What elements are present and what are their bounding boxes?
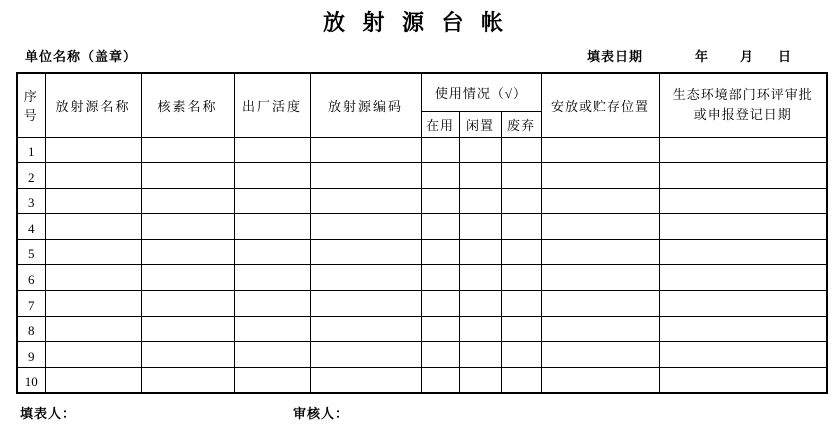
factory-activity-cell[interactable]	[234, 163, 310, 189]
usage-discarded-cell[interactable]	[501, 367, 541, 393]
usage-idle-cell[interactable]	[459, 239, 501, 265]
factory-activity-cell[interactable]	[234, 291, 310, 317]
source-name-cell[interactable]	[45, 137, 141, 163]
row-number-cell: 3	[17, 188, 45, 214]
row-number-cell: 4	[17, 214, 45, 240]
table-row	[17, 239, 827, 265]
factory-activity-cell[interactable]	[234, 342, 310, 368]
factory-activity-cell[interactable]	[234, 316, 310, 342]
row-number-cell: 5	[17, 239, 45, 265]
form-filler-label: 填表人：	[20, 406, 77, 421]
source-name-cell[interactable]	[45, 291, 141, 317]
usage-in-use-cell[interactable]	[421, 367, 459, 393]
source-name-cell[interactable]	[45, 367, 141, 393]
source-code-cell[interactable]	[310, 291, 421, 317]
usage-idle-cell[interactable]	[459, 188, 501, 214]
factory-activity-cell[interactable]	[234, 367, 310, 393]
usage-discarded-cell[interactable]	[501, 265, 541, 291]
table-row	[17, 163, 827, 189]
source-code-cell[interactable]	[310, 188, 421, 214]
approval-date-cell[interactable]	[659, 214, 827, 240]
source-code-cell[interactable]	[310, 342, 421, 368]
row-number-cell: 7	[17, 291, 45, 317]
row-number-cell: 9	[17, 342, 45, 368]
row-number-cell: 2	[17, 163, 45, 189]
ledger-table	[16, 72, 828, 394]
table-row	[17, 188, 827, 214]
usage-in-use-cell[interactable]	[421, 239, 459, 265]
usage-discarded-cell[interactable]	[501, 291, 541, 317]
usage-discarded-cell[interactable]	[501, 163, 541, 189]
factory-activity-cell[interactable]	[234, 214, 310, 240]
nuclide-name-cell[interactable]	[141, 214, 234, 240]
usage-discarded-cell[interactable]	[501, 188, 541, 214]
storage-location-cell[interactable]	[541, 316, 659, 342]
storage-location-cell[interactable]	[541, 265, 659, 291]
col-header-approval-line2: 或申报登记日期	[693, 107, 792, 123]
usage-idle-cell[interactable]	[459, 367, 501, 393]
source-code-cell[interactable]	[310, 316, 421, 342]
nuclide-name-cell[interactable]	[141, 291, 234, 317]
table-row	[17, 342, 827, 368]
usage-idle-cell[interactable]	[459, 163, 501, 189]
table-row	[17, 137, 827, 163]
reviewer-label: 审核人：	[293, 406, 350, 421]
nuclide-name-cell[interactable]	[141, 188, 234, 214]
usage-idle-cell[interactable]	[459, 137, 501, 163]
row-number-cell: 10	[17, 367, 45, 393]
table-row	[17, 214, 827, 240]
storage-location-cell[interactable]	[541, 214, 659, 240]
unit-name-label: 单位名称（盖章）	[25, 49, 138, 64]
source-code-cell[interactable]	[310, 367, 421, 393]
source-name-cell[interactable]	[45, 214, 141, 240]
storage-location-cell[interactable]	[541, 342, 659, 368]
nuclide-name-cell[interactable]	[141, 137, 234, 163]
usage-in-use-cell[interactable]	[421, 137, 459, 163]
approval-date-cell[interactable]	[659, 342, 827, 368]
table-row	[17, 265, 827, 291]
approval-date-cell[interactable]	[659, 367, 827, 393]
usage-discarded-cell[interactable]	[501, 342, 541, 368]
storage-location-cell[interactable]	[541, 163, 659, 189]
usage-idle-cell[interactable]	[459, 342, 501, 368]
row-number-cell: 8	[17, 316, 45, 342]
nuclide-name-cell[interactable]	[141, 265, 234, 291]
table-row	[17, 367, 827, 393]
storage-location-cell[interactable]	[541, 367, 659, 393]
row-number-cell: 1	[17, 137, 45, 163]
day-label: 日	[778, 49, 792, 64]
source-name-cell[interactable]	[45, 239, 141, 265]
approval-date-cell[interactable]	[659, 265, 827, 291]
factory-activity-cell[interactable]	[234, 239, 310, 265]
approval-date-cell[interactable]	[659, 239, 827, 265]
usage-idle-cell[interactable]	[459, 316, 501, 342]
col-header-source-name: 放射源名称	[45, 73, 141, 137]
nuclide-name-cell[interactable]	[141, 316, 234, 342]
col-header-seq: 序号	[17, 73, 45, 137]
usage-in-use-cell[interactable]	[421, 265, 459, 291]
year-label: 年	[695, 49, 709, 64]
col-header-factory-activity: 出厂活度	[234, 73, 310, 137]
usage-in-use-cell[interactable]	[421, 291, 459, 317]
fill-date-label: 填表日期	[587, 49, 644, 64]
factory-activity-cell[interactable]	[234, 265, 310, 291]
source-name-cell[interactable]	[45, 342, 141, 368]
col-header-usage-group: 使用情况（√）	[421, 73, 541, 111]
table-row	[17, 316, 827, 342]
col-header-storage-location: 安放或贮存位置	[541, 73, 659, 137]
col-header-nuclide-name: 核素名称	[141, 73, 234, 137]
storage-location-cell[interactable]	[541, 188, 659, 214]
storage-location-cell[interactable]	[541, 137, 659, 163]
usage-idle-cell[interactable]	[459, 291, 501, 317]
source-code-cell[interactable]	[310, 239, 421, 265]
source-name-cell[interactable]	[45, 163, 141, 189]
usage-in-use-cell[interactable]	[421, 188, 459, 214]
page-title: 放 射 源 台 帐	[322, 10, 509, 35]
source-code-cell[interactable]	[310, 214, 421, 240]
usage-in-use-cell[interactable]	[421, 342, 459, 368]
approval-date-cell[interactable]	[659, 291, 827, 317]
source-code-cell[interactable]	[310, 163, 421, 189]
source-code-cell[interactable]	[310, 265, 421, 291]
usage-idle-cell[interactable]	[459, 265, 501, 291]
factory-activity-cell[interactable]	[234, 188, 310, 214]
factory-activity-cell[interactable]	[234, 137, 310, 163]
approval-date-cell[interactable]	[659, 137, 827, 163]
nuclide-name-cell[interactable]	[141, 367, 234, 393]
table-row	[17, 291, 827, 317]
approval-date-cell[interactable]	[659, 163, 827, 189]
col-header-usage-discarded: 废弃	[501, 111, 541, 137]
approval-date-cell[interactable]	[659, 188, 827, 214]
usage-in-use-cell[interactable]	[421, 163, 459, 189]
nuclide-name-cell[interactable]	[141, 163, 234, 189]
col-header-usage-idle: 闲置	[459, 111, 501, 137]
nuclide-name-cell[interactable]	[141, 239, 234, 265]
header-row-top	[17, 73, 827, 111]
usage-discarded-cell[interactable]	[501, 239, 541, 265]
usage-in-use-cell[interactable]	[421, 214, 459, 240]
storage-location-cell[interactable]	[541, 239, 659, 265]
usage-in-use-cell[interactable]	[421, 316, 459, 342]
col-header-approval-date	[659, 73, 827, 137]
col-header-usage-in-use: 在用	[421, 111, 459, 137]
row-number-cell: 6	[17, 265, 45, 291]
month-label: 月	[740, 49, 754, 64]
source-name-cell[interactable]	[45, 188, 141, 214]
col-header-source-code: 放射源编码	[310, 73, 421, 137]
col-header-approval-line1: 生态环境部门环评审批	[672, 87, 813, 103]
source-name-cell[interactable]	[45, 316, 141, 342]
usage-discarded-cell[interactable]	[501, 214, 541, 240]
source-code-cell[interactable]	[310, 137, 421, 163]
usage-discarded-cell[interactable]	[501, 316, 541, 342]
source-name-cell[interactable]	[45, 265, 141, 291]
storage-location-cell[interactable]	[541, 291, 659, 317]
usage-idle-cell[interactable]	[459, 214, 501, 240]
usage-discarded-cell[interactable]	[501, 137, 541, 163]
approval-date-cell[interactable]	[659, 316, 827, 342]
nuclide-name-cell[interactable]	[141, 342, 234, 368]
